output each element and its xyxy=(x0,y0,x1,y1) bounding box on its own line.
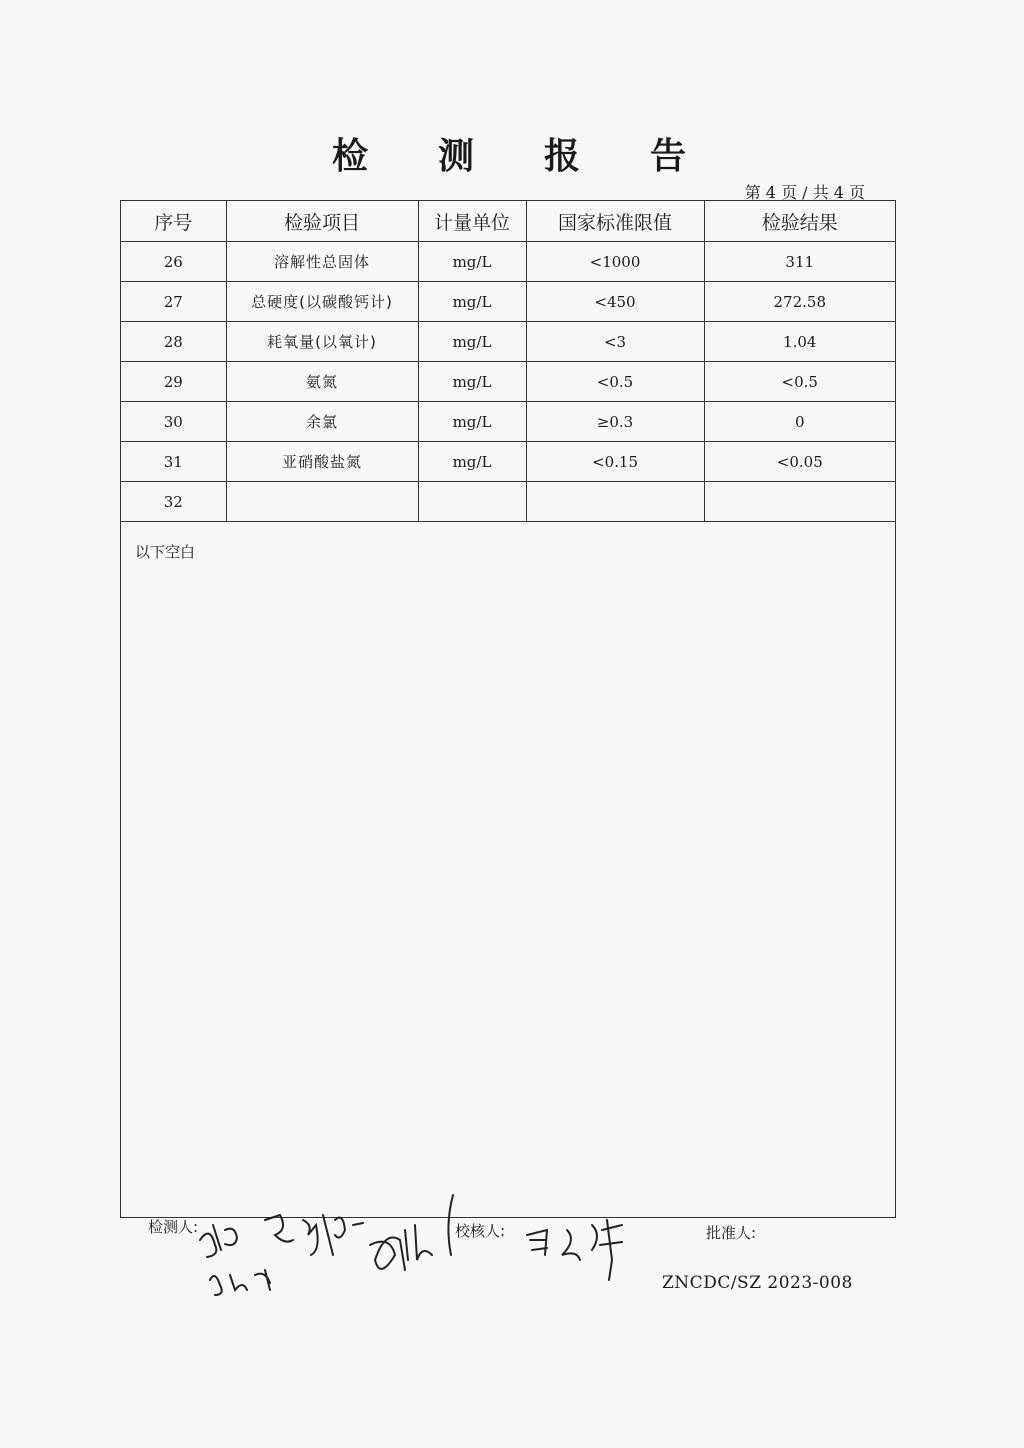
report-title xyxy=(0,128,1024,179)
cell-unit: mg/L xyxy=(418,282,526,322)
title-char: 检 xyxy=(331,136,374,177)
table-row xyxy=(121,282,895,322)
cell-limit: <0.5 xyxy=(526,362,704,402)
approver-label: 批准人: xyxy=(706,1224,757,1242)
cell-unit: mg/L xyxy=(418,322,526,362)
cell-no: 32 xyxy=(121,482,226,522)
cell-item: 溶解性总固体 xyxy=(226,242,418,282)
title-char: 报 xyxy=(544,136,587,177)
cell-limit: <450 xyxy=(526,282,704,322)
cell-no: 31 xyxy=(121,442,226,482)
cell-limit: ≥0.3 xyxy=(526,402,704,442)
cell-unit: mg/L xyxy=(418,362,526,402)
tester-signatures xyxy=(195,1190,465,1300)
page-indicator: 第 4 页 / 共 4 页 xyxy=(744,183,865,202)
table-header-row xyxy=(121,201,895,242)
table-row xyxy=(121,482,895,522)
header-unit: 计量单位 xyxy=(418,201,526,242)
cell-result: 311 xyxy=(704,242,895,282)
cell-result: <0.5 xyxy=(704,362,895,402)
cell-no: 28 xyxy=(121,322,226,362)
cell-item: 亚硝酸盐氮 xyxy=(226,442,418,482)
report-code: ZNCDC/SZ 2023-008 xyxy=(662,1273,853,1293)
table-row xyxy=(121,242,895,282)
table-row xyxy=(121,402,895,442)
header-result: 检验结果 xyxy=(704,201,895,242)
reviewer-label: 校核人: xyxy=(455,1222,506,1240)
report-sheet xyxy=(120,200,896,1218)
cell-unit: mg/L xyxy=(418,442,526,482)
cell-unit xyxy=(418,482,526,522)
header-item: 检验项目 xyxy=(226,201,418,242)
cell-limit: <0.15 xyxy=(526,442,704,482)
tester-label: 检测人: xyxy=(148,1218,199,1236)
header-no: 序号 xyxy=(121,201,226,242)
cell-result: 0 xyxy=(704,402,895,442)
cell-item: 总硬度(以碳酸钙计) xyxy=(226,282,418,322)
table-row xyxy=(121,442,895,482)
header-limit: 国家标准限值 xyxy=(526,201,704,242)
cell-result: <0.05 xyxy=(704,442,895,482)
title-char: 告 xyxy=(650,136,693,177)
cell-no: 27 xyxy=(121,282,226,322)
table-row xyxy=(121,362,895,402)
cell-item: 耗氧量(以氧计) xyxy=(226,322,418,362)
cell-item: 氨氮 xyxy=(226,362,418,402)
title-char: 测 xyxy=(437,136,480,177)
table-row xyxy=(121,322,895,362)
blank-note: 以下空白 xyxy=(135,543,196,561)
cell-item: 余氯 xyxy=(226,402,418,442)
cell-unit: mg/L xyxy=(418,242,526,282)
cell-unit: mg/L xyxy=(418,402,526,442)
cell-result: 272.58 xyxy=(704,282,895,322)
cell-no: 29 xyxy=(121,362,226,402)
cell-result: 1.04 xyxy=(704,322,895,362)
cell-limit: <3 xyxy=(526,322,704,362)
cell-no: 30 xyxy=(121,402,226,442)
cell-limit: <1000 xyxy=(526,242,704,282)
cell-limit xyxy=(526,482,704,522)
results-table xyxy=(121,201,895,522)
cell-result xyxy=(704,482,895,522)
cell-item xyxy=(226,482,418,522)
cell-no: 26 xyxy=(121,242,226,282)
reviewer-signature xyxy=(522,1215,632,1290)
